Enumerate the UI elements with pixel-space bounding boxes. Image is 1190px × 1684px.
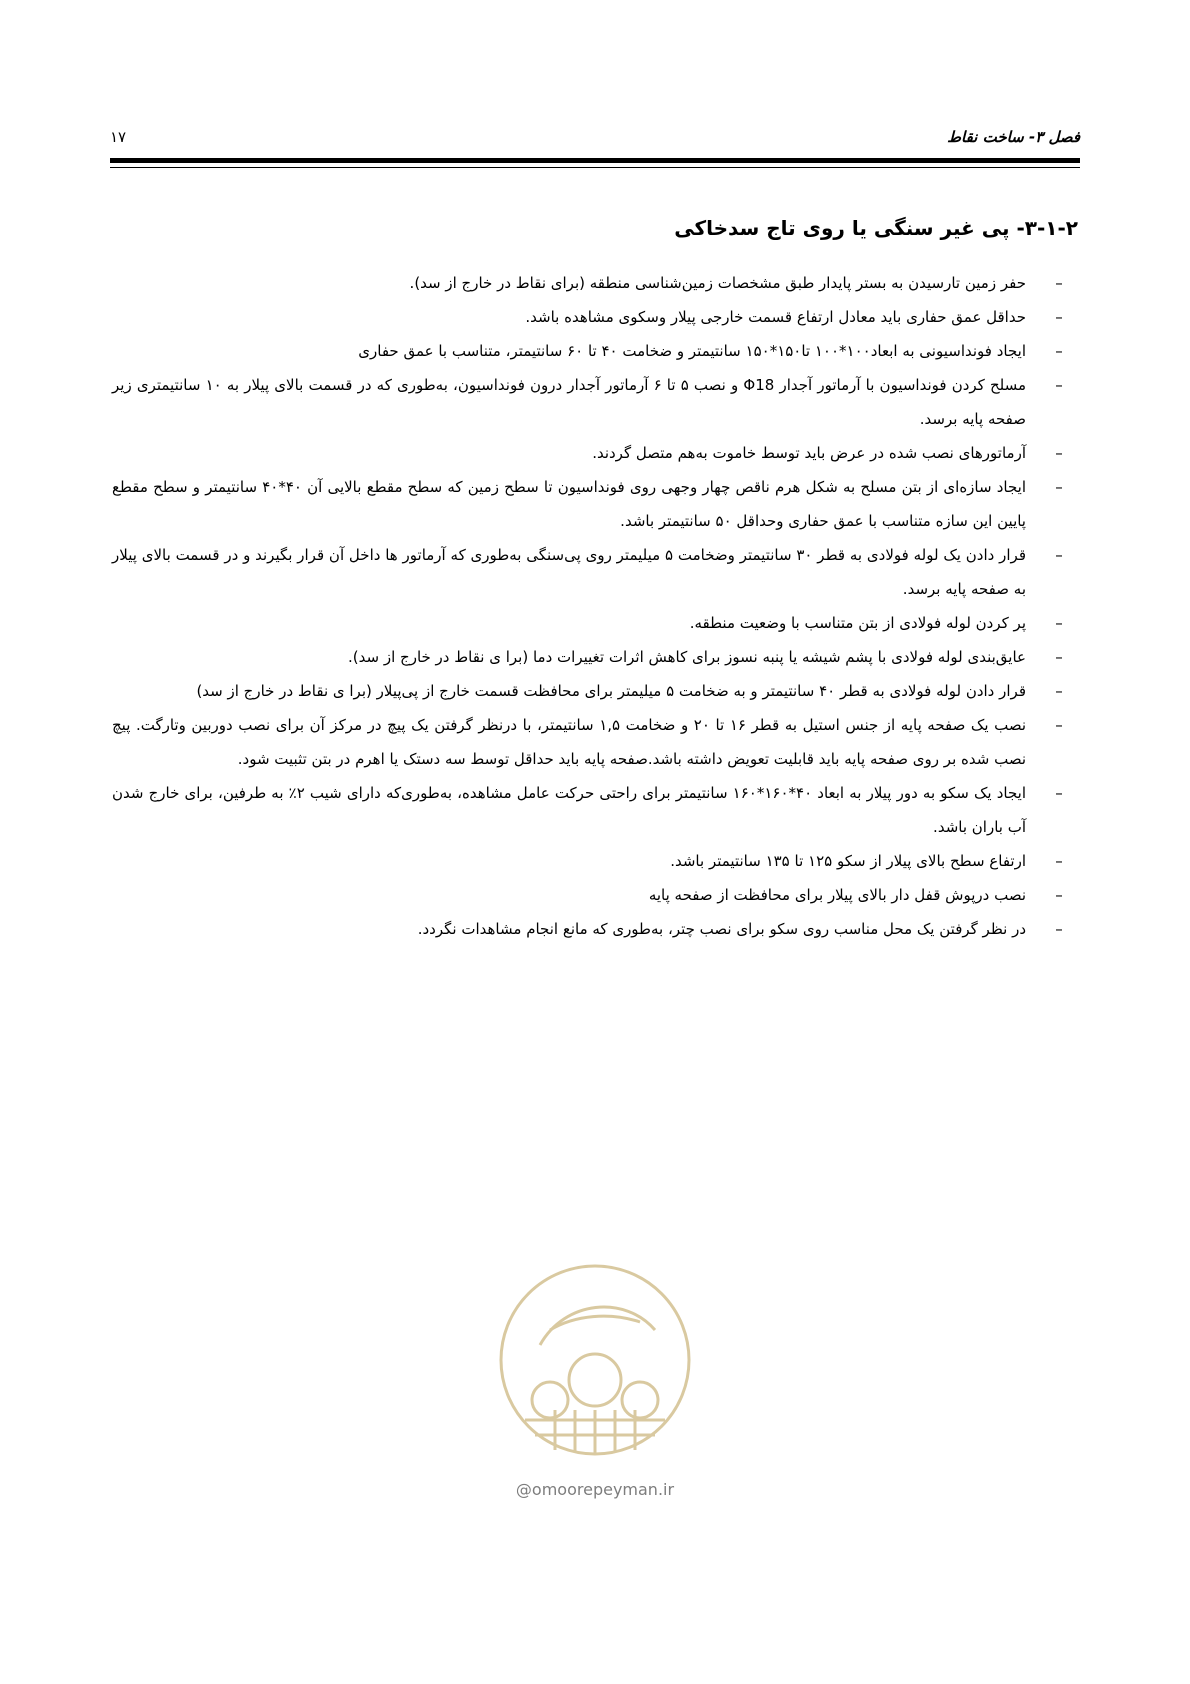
bullet-dash: – bbox=[1055, 308, 1063, 326]
page-header bbox=[110, 128, 1080, 152]
list-item-text: مسلح کردن فونداسیون با آرماتور آجدار Φ18 و نصب ۵ تا ۶ آرماتور آجدار درون فونداسیون، به‌طوری که در قسمت بالای پیلار به ۱۰ سانتیمتری زیر صفحه پایه برسد. bbox=[112, 376, 1027, 428]
list-item bbox=[112, 912, 1078, 946]
watermark-website: @omoorepeyman.ir bbox=[515, 1480, 675, 1499]
list-item bbox=[112, 708, 1078, 776]
header-rule-thick bbox=[110, 158, 1080, 163]
list-item bbox=[112, 470, 1078, 538]
bullet-dash: – bbox=[1055, 886, 1063, 904]
list-item-text: نصب درپوش قفل دار بالای پیلار برای محافظت از صفحه پایه bbox=[648, 886, 1026, 904]
list-item-text: حفر زمین تارسیدن به بستر پایدار طبق مشخصات زمین‌شناسی منطقه (برای نقاط در خارج از سد). bbox=[409, 274, 1026, 292]
bullet-dash: – bbox=[1055, 648, 1063, 666]
bullet-dash: – bbox=[1055, 444, 1063, 462]
list-item bbox=[112, 266, 1078, 300]
list-item bbox=[112, 844, 1078, 878]
list-item-text: ایجاد فونداسیونی به ابعاد۱۰۰*۱۰۰ تا۱۵۰*۱۵۰ سانتیمتر و ضخامت ۴۰ تا ۶۰ سانتیمتر، متناسب با عمق حفاری bbox=[358, 342, 1026, 360]
page-number: ۱۷ bbox=[110, 128, 127, 146]
bullet-dash: – bbox=[1055, 376, 1063, 394]
bullet-dash: – bbox=[1055, 614, 1063, 632]
list-item bbox=[112, 776, 1078, 844]
list-item bbox=[112, 640, 1078, 674]
list-item-text: عایق‌بندی لوله فولادی با پشم شیشه یا پنبه نسوز برای کاهش اثرات تغییرات دما (برا ی نقاط در خارج از سد). bbox=[348, 648, 1026, 666]
list-item-text: قرار دادن لوله فولادی به قطر ۴۰ سانتیمتر و به ضخامت ۵ میلیمتر برای محافظت قسمت خارج از پی‌پیلار (برا ی نقاط در خارج از سد) bbox=[196, 682, 1026, 700]
list-item bbox=[112, 538, 1078, 606]
list-item bbox=[112, 436, 1078, 470]
list-item-text: آرماتورهای نصب شده در عرض باید توسط خاموت به‌هم متصل گردند. bbox=[592, 444, 1026, 462]
bullet-dash: – bbox=[1055, 274, 1063, 292]
list-item bbox=[112, 334, 1078, 368]
list-item-text: ارتفاع سطح بالای پیلار از سکو ۱۲۵ تا ۱۳۵ سانتیمتر باشد. bbox=[670, 852, 1026, 870]
list-item-text: حداقل عمق حفاری باید معادل ارتفاع قسمت خارجی پیلار وسکوی مشاهده باشد. bbox=[525, 308, 1026, 326]
bullet-dash: – bbox=[1055, 478, 1063, 496]
watermark-logo bbox=[495, 1260, 695, 1460]
bullet-dash: – bbox=[1055, 546, 1063, 564]
header-rule-thin bbox=[110, 167, 1080, 168]
list-item-text: قرار دادن یک لوله فولادی به قطر ۳۰ سانتیمتر وضخامت ۵ میلیمتر روی پی‌سنگی به‌طوری که آرماتور ها داخل آن قرار بگیرند و در قسمت بالای پیلار به صفحه پایه برسد. bbox=[112, 546, 1026, 598]
bullet-dash: – bbox=[1055, 852, 1063, 870]
requirements-list bbox=[112, 266, 1078, 946]
bullet-dash: – bbox=[1055, 784, 1063, 802]
list-item bbox=[112, 606, 1078, 640]
chapter-title: فصل ۳- ساخت نقاط bbox=[947, 128, 1080, 146]
list-item bbox=[112, 300, 1078, 334]
list-item-text: در نظر گرفتن یک محل مناسب روی سکو برای نصب چتر، به‌طوری که مانع انجام مشاهدات نگردد. bbox=[417, 920, 1026, 938]
bullet-dash: – bbox=[1055, 682, 1063, 700]
section-heading: ۳-۱-۲- پی غیر سنگی یا روی تاج سدخاکی bbox=[674, 216, 1078, 240]
list-item-text: ایجاد سازه‌ای از بتن مسلح به شکل هرم ناقص چهار وجهی روی فونداسیون تا سطح زمین که سطح مقطع بالایی آن ۴۰*۴۰ سانتیمتر و سطح مقطع پایین این سازه متناسب با عمق حفاری وحداقل ۵۰ سانتیمتر باشد. bbox=[112, 478, 1027, 530]
list-item-text: پر کردن لوله فولادی از بتن متناسب با وضعیت منطقه. bbox=[689, 614, 1026, 632]
list-item bbox=[112, 674, 1078, 708]
watermark-site-text: omoorepeyman.ir bbox=[531, 1480, 675, 1499]
list-item bbox=[112, 878, 1078, 912]
bullet-dash: – bbox=[1055, 342, 1063, 360]
list-item-text: ایجاد یک سکو به دور پیلار به ابعاد ۴۰*۱۶۰*۱۶۰ سانتیمتر برای راحتی حرکت عامل مشاهده، به‌طوری‌که دارای شیب ۲٪ به طرفین، برای خارج شدن آب باران باشد. bbox=[112, 784, 1026, 836]
bullet-dash: – bbox=[1055, 920, 1063, 938]
bullet-dash: – bbox=[1055, 716, 1063, 734]
list-item-text: نصب یک صفحه پایه از جنس استیل به قطر ۱۶ تا ۲۰ و ضخامت ۱,۵ سانتیمتر، با درنظر گرفتن یک پیچ در مرکز آن برای نصب دوربین وتارگت. پیچ نصب شده بر روی صفحه پایه باید قابلیت تعویض داشته باشد.صفحه پایه باید حداقل توسط سه دستک یا اهرم در بتن تثبیت شود. bbox=[112, 716, 1027, 768]
list-item bbox=[112, 368, 1078, 436]
